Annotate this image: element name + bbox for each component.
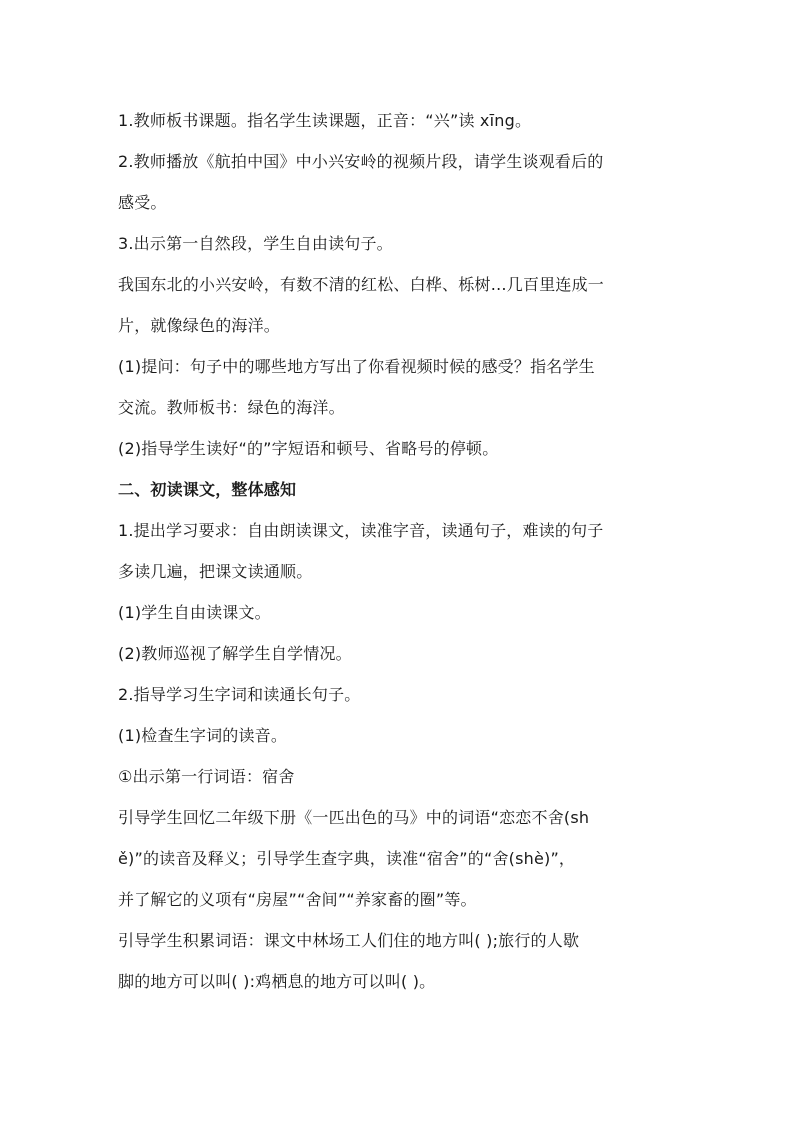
section-heading: 二、初读课文，整体感知 bbox=[118, 480, 297, 499]
text-line: 多读几遍，把课文读通顺。 bbox=[118, 562, 313, 581]
text-line: 1.提出学习要求：自由朗读课文，读准字音，读通句子，难读的句子 bbox=[118, 521, 604, 540]
text-line: (2)指导学生读好“的”字短语和顿号、省略号的停顿。 bbox=[118, 439, 499, 458]
document-page bbox=[118, 100, 683, 1002]
text-line: 引导学生积累词语：课文中林场工人们住的地方叫( );旅行的人歇 bbox=[118, 931, 580, 950]
text-line: 3.出示第一自然段，学生自由读句子。 bbox=[118, 234, 393, 253]
text-line: 脚的地方可以叫( ):鸡栖息的地方可以叫( )。 bbox=[118, 972, 436, 991]
text-line: 2.教师播放《航拍中国》中小兴安岭的视频片段，请学生谈观看后的 bbox=[118, 152, 604, 171]
text-line: 我国东北的小兴安岭，有数不清的红松、白桦、栎树…几百里连成一 bbox=[118, 275, 605, 294]
text-line: (1)检查生字词的读音。 bbox=[118, 726, 288, 745]
text-line: 交流。教师板书：绿色的海洋。 bbox=[118, 398, 345, 417]
text-line: (2)教师巡视了解学生自学情况。 bbox=[118, 644, 352, 663]
text-line: 1.教师板书课题。指名学生读课题，正音：“兴”读 xīng。 bbox=[118, 111, 532, 130]
text-line: ①出示第一行词语：宿舍 bbox=[118, 767, 295, 786]
text-line: (1)学生自由读课文。 bbox=[118, 603, 271, 622]
text-line: 引导学生回忆二年级下册《一匹出色的马》中的词语“恋恋不舍(sh bbox=[118, 808, 590, 827]
text-line: 片，就像绿色的海洋。 bbox=[118, 316, 281, 335]
text-line: (1)提问：句子中的哪些地方写出了你看视频时候的感受？指名学生 bbox=[118, 357, 595, 376]
text-line: 感受。 bbox=[118, 193, 167, 212]
text-line: 2.指导学习生字词和读通长句子。 bbox=[118, 685, 361, 704]
text-line: ě)”的读音及释义；引导学生查字典，读准“宿舍”的“舍(shè)”， bbox=[118, 849, 576, 868]
text-line: 并了解它的义项有“房屋”“舍间”“养家畜的圈”等。 bbox=[118, 890, 477, 909]
